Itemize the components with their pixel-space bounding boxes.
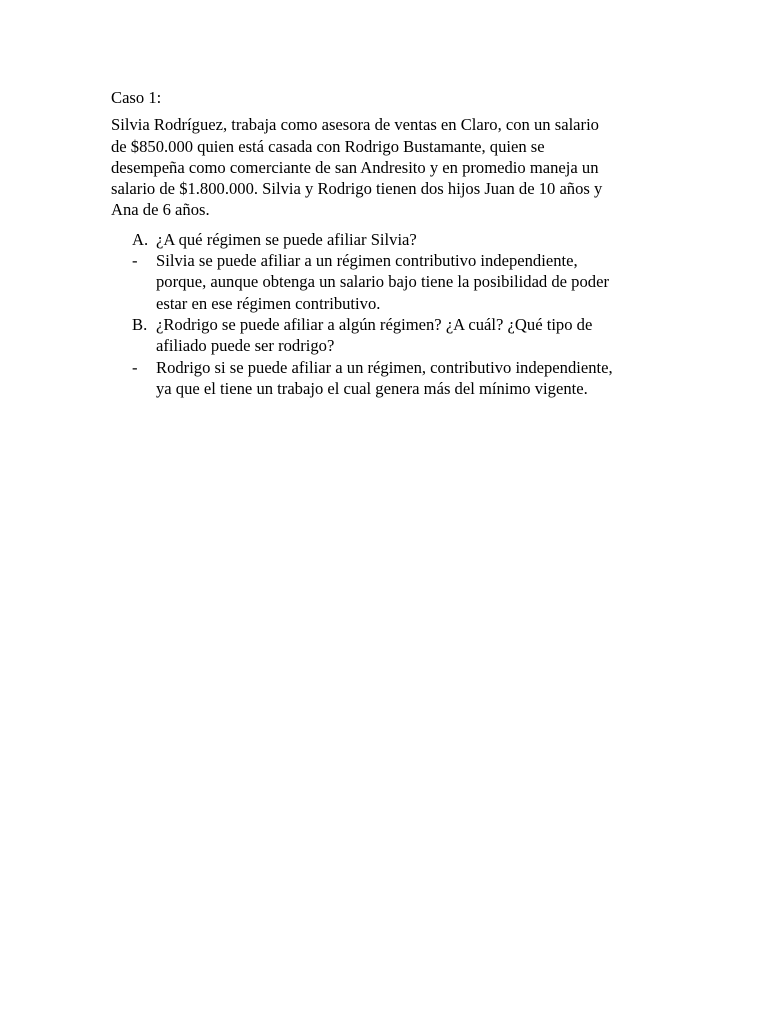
answer-b xyxy=(111,357,671,400)
question-answer-list xyxy=(111,229,671,399)
answer-text-line: Rodrigo si se puede afiliar a un régimen, contributivo independiente, xyxy=(156,357,613,377)
case-description xyxy=(111,114,671,220)
list-marker: A. xyxy=(132,229,149,249)
question-b xyxy=(111,314,671,357)
question-a xyxy=(111,229,671,250)
case-heading: Caso 1: xyxy=(111,88,162,107)
answer-a xyxy=(111,250,671,314)
description-line: desempeña como comerciante de san Andresito y en promedio maneja un xyxy=(111,157,599,177)
list-marker: - xyxy=(132,251,138,271)
list-marker: - xyxy=(132,357,138,377)
description-line: Ana de 6 años. xyxy=(111,200,210,220)
answer-text-line: ya que el tiene un trabajo el cual genera más del mínimo vigente. xyxy=(156,378,588,398)
description-line: Silvia Rodríguez, trabaja como asesora de ventas en Claro, con un salario xyxy=(111,115,599,135)
question-text-line: ¿A qué régimen se puede afiliar Silvia? xyxy=(156,229,417,249)
answer-text-line: Silvia se puede afiliar a un régimen contributivo independiente, xyxy=(156,251,578,271)
description-line: salario de $1.800.000. Silvia y Rodrigo tienen dos hijos Juan de 10 años y xyxy=(111,179,603,199)
description-line: de $850.000 quien está casada con Rodrigo Bustamante, quien se xyxy=(111,136,545,156)
list-marker: B. xyxy=(132,314,148,334)
answer-text-line: porque, aunque obtenga un salario bajo tiene la posibilidad de poder xyxy=(156,272,609,292)
question-text-line: afiliado puede ser rodrigo? xyxy=(156,336,335,356)
question-text-line: ¿Rodrigo se puede afiliar a algún régimen? ¿A cuál? ¿Qué tipo de xyxy=(156,314,593,334)
answer-text-line: estar en ese régimen contributivo. xyxy=(156,293,381,313)
document-page xyxy=(111,87,671,399)
